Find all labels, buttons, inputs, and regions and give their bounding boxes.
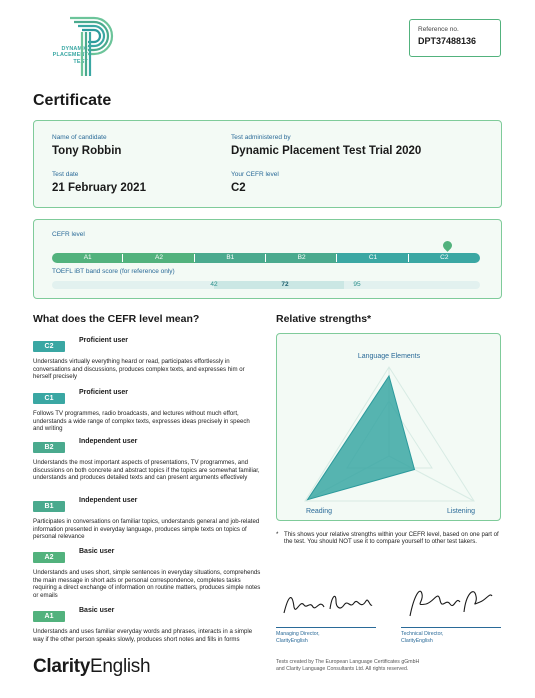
strengths-radar-panel <box>276 333 501 521</box>
test-date-label: Test date <box>52 171 79 178</box>
cefr-scale-label: CEFR level <box>52 231 85 238</box>
candidate-name-block <box>52 134 121 157</box>
logo-mark-icon <box>68 14 128 78</box>
level-tag: A1 <box>33 611 65 622</box>
cefr-meaning-heading: What does the CEFR level mean? <box>33 313 200 325</box>
level-description: Follows TV programmes, radio broadcasts, and lectures without much effort, understands a wide range of complex texts, expresses ideas precisely in speech and writing <box>33 410 250 433</box>
note-text: This shows your relative strengths within your CEFR level, based on one part of the test. You should NOT use it to compare yourself to other test takers. <box>284 531 499 546</box>
radar-label-reading: Reading <box>305 508 333 515</box>
footer-credits: Tests created by The European Language Certificates gGmbH and Clarity Language Consultants Ltd. All rights reserved. <box>276 659 420 672</box>
reference-label: Reference no. <box>418 26 459 33</box>
cefr-segment-a1: A1 <box>52 253 123 263</box>
level-tag: C1 <box>33 393 65 404</box>
level-description: Understands and uses familiar everyday words and phrases, interacts in a simple way if the other person speaks slowly, produces short notes and fills in forms <box>33 628 253 643</box>
level-tag: B2 <box>33 442 65 453</box>
level-name: Independent user <box>79 438 138 445</box>
strengths-note <box>276 531 501 546</box>
level-tag: B1 <box>33 501 65 512</box>
level-description: Understands virtually everything heard or read, participates effortlessly in conversations and discussions, produces complex texts, and expresses him or herself precisely <box>33 358 245 381</box>
certificate-title: Certificate <box>33 92 112 109</box>
cefr-segment-c1: C1 <box>337 253 408 263</box>
clarityenglish-logo: ClarityEnglish <box>33 656 151 677</box>
toefl-mark-42: 42 <box>210 281 218 288</box>
level-c2 <box>33 335 263 381</box>
level-name: Basic user <box>79 548 115 555</box>
candidate-name: Tony Robbin <box>52 145 122 157</box>
cefr-result-label: Your CEFR level <box>231 171 279 178</box>
signature-caption-right: Technical Director, ClarityEnglish <box>401 631 444 644</box>
cefr-result-value: C2 <box>231 182 246 194</box>
administered-value: Dynamic Placement Test Trial 2020 <box>231 145 422 157</box>
candidate-panel <box>33 120 502 208</box>
level-tag: C2 <box>33 341 65 352</box>
level-name: Basic user <box>79 607 115 614</box>
level-b2 <box>33 436 263 482</box>
level-description: Participates in conversations on familiar topics, understands general and job-related information presented in everyday language, produces simple texts on topics of personal relevance <box>33 518 260 541</box>
level-description: Understands the most important aspects of presentations, TV programmes, and discussions on both concrete and abstract topics if the topics are somewhat familiar, understands and produces detailed texts and can present arguments effectively <box>33 459 260 482</box>
toefl-label: TOEFL iBT band score (for reference only) <box>52 268 175 275</box>
signature-line-left <box>276 627 376 628</box>
cefr-result-block <box>231 171 279 194</box>
level-pin-icon <box>441 239 454 252</box>
cefr-segment-b2: B2 <box>266 253 337 263</box>
strengths-heading: Relative strengths* <box>276 313 372 325</box>
level-name: Independent user <box>79 497 138 504</box>
administered-by-block <box>231 134 421 157</box>
signature-caption-left: Managing Director, ClarityEnglish <box>276 631 320 644</box>
signature-line-right <box>401 627 501 628</box>
radar-label-language-elements: Language Elements <box>357 353 421 360</box>
level-description: Understands and uses short, simple sentences in everyday situations, comprehends the main message in short ads or personal correspondence, completes tasks requiring a direct exchange of information on routine matters, produces simple notes or emails <box>33 569 261 599</box>
toefl-bar <box>52 281 480 289</box>
level-b1 <box>33 495 263 541</box>
radar-label-listening: Listening <box>446 508 476 515</box>
test-date-value: 21 February 2021 <box>52 182 146 194</box>
toefl-mark-72: 72 <box>281 281 289 288</box>
administered-label: Test administered by <box>231 134 291 141</box>
level-c1 <box>33 387 263 433</box>
level-name: Proficient user <box>79 389 129 396</box>
level-a2 <box>33 546 263 599</box>
name-label: Name of candidate <box>52 134 107 141</box>
managing-director-signature-icon <box>280 587 376 621</box>
logo-text: DYNAMIC PLACEMENT TEST <box>52 46 88 65</box>
cefr-segment-c2: C2 <box>409 253 480 263</box>
note-star: * <box>276 531 279 538</box>
cefr-scale-panel <box>33 219 502 299</box>
technical-director-signature-icon <box>404 582 496 622</box>
radar-shape <box>308 376 415 500</box>
toefl-mark-95: 95 <box>353 281 361 288</box>
toefl-highlight <box>214 281 344 289</box>
cefr-bar <box>52 253 480 263</box>
cefr-segment-b1: B1 <box>195 253 266 263</box>
test-date-block <box>52 171 146 194</box>
dpt-logo <box>30 14 125 80</box>
level-a1 <box>33 605 263 643</box>
radar-chart <box>277 334 502 522</box>
cefr-segment-a2: A2 <box>123 253 194 263</box>
reference-value: DPT37488136 <box>418 36 477 46</box>
level-name: Proficient user <box>79 337 129 344</box>
reference-box <box>409 19 501 57</box>
level-tag: A2 <box>33 552 65 563</box>
